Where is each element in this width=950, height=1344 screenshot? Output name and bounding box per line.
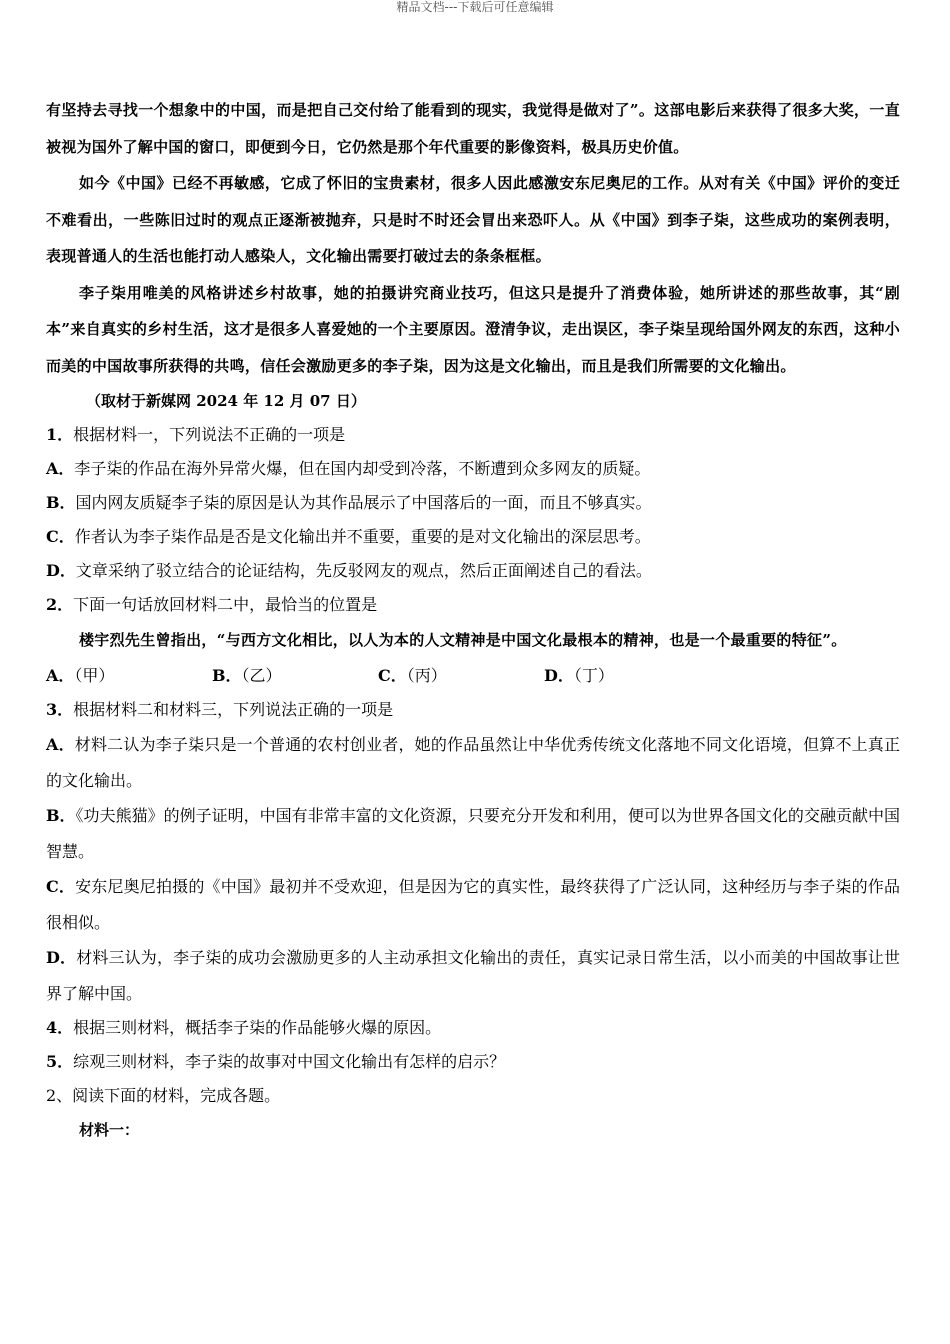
option-key: A． <box>46 735 75 754</box>
question-1-option-c <box>46 520 900 554</box>
question-3-stem <box>46 693 900 727</box>
question-2-choices <box>46 659 900 693</box>
question-2-quote: 楼宇烈先生曾指出，“与西方文化相比，以人为本的人文精神是中国文化最根本的精神，也是一个最重要的特征”。 <box>79 631 847 649</box>
option-text: （乙） <box>241 666 282 685</box>
option-key: C． <box>46 527 75 546</box>
option-text: 文章采纳了驳立结合的论证结构，先反驳网友的观点，然后正面阐述自己的看法。 <box>75 561 652 580</box>
question-number: 2． <box>46 595 74 614</box>
option-text: 安东尼奥尼拍摄的《中国》最初并不受欢迎，但是因为它的真实性，最终获得了广泛认同，这种经历与李子柒的作品很相似。 <box>46 877 900 932</box>
question-3-option-d <box>46 940 900 1011</box>
question-1-option-a <box>46 452 900 486</box>
option-key: C． <box>378 666 407 685</box>
question-2-option-a <box>46 659 212 693</box>
question-text: 根据三则材料，概括李子柒的作品能够火爆的原因。 <box>73 1018 442 1037</box>
option-text: （甲） <box>74 666 115 685</box>
question-text: 综观三则材料，李子柒的故事对中国文化输出有怎样的启示？ <box>73 1052 506 1071</box>
option-key: C． <box>46 877 76 896</box>
question-1-option-d <box>46 554 900 588</box>
question-number: 1． <box>46 425 74 444</box>
passage-paragraph-3: 李子柒用唯美的风格讲述乡村故事，她的拍摄讲究商业技巧，但这只是提升了消费体验，她所讲述的那些故事，其“剧本”来自真实的乡村生活，这才是很多人喜爱她的一个主要原因。澄清争议，走出误区，李子柒呈现给国外网友的东西，这种小而美的中国故事所获得的共鸣，信任会激励更多的李子柒，因为这是文化输出，而且是我们所需要的文化输出。 <box>46 283 900 375</box>
question-3-option-a <box>46 727 900 798</box>
document-body <box>46 92 900 1147</box>
option-key: B． <box>46 806 76 825</box>
passage-paragraph-2: 如今《中国》已经不再敏感，它成了怀旧的宝贵素材，很多人因此感激安东尼奥尼的工作。从对有关《中国》评价的变迁不难看出，一些陈旧过时的观点正逐渐被抛弃，只是时不时还会冒出来恐吓人。从《中国》到李子柒，这些成功的案例表明，表现普通人的生活也能打动人感染人，文化输出需要打破过去的条条框框。 <box>46 174 900 265</box>
option-key: B． <box>46 493 76 512</box>
question-number: 4． <box>46 1018 74 1037</box>
passage-source: （取材于新媒网 2024 年 12 月 07 日） <box>86 392 366 410</box>
option-text: （丙） <box>406 666 447 685</box>
option-text: 材料三认为，李子柒的成功会激励更多的人主动承担文化输出的责任，真实记录日常生活，以小而美的中国故事让世界了解中国。 <box>46 948 900 1003</box>
option-key: D． <box>46 948 77 967</box>
question-2-option-b <box>212 659 378 693</box>
question-3-option-b <box>46 798 900 869</box>
option-text: 国内网友质疑李子柒的原因是认为其作品展示了中国落后的一面，而且不够真实。 <box>75 493 652 512</box>
material-1-label: 材料一： <box>79 1121 140 1139</box>
option-text: 作者认为李子柒作品是否是文化输出并不重要，重要的是对文化输出的深层思考。 <box>74 527 651 546</box>
option-key: A． <box>46 459 75 478</box>
question-2-stem <box>46 588 900 622</box>
option-text: 《功夫熊猫》的例子证明，中国有非常丰富的文化资源，只要充分开发和利用，便可以为世界各国文化的交融贡献中国智慧。 <box>46 806 900 861</box>
section-2-title: 2、阅读下面的材料，完成各题。 <box>46 1086 281 1105</box>
option-key: A． <box>46 666 75 685</box>
option-text: （丁） <box>573 666 614 685</box>
option-text: 李子柒的作品在海外异常火爆，但在国内却受到冷落，不断遭到众多网友的质疑。 <box>74 459 651 478</box>
question-2-option-c <box>378 659 544 693</box>
question-3-option-c <box>46 869 900 940</box>
question-text: 下面一句话放回材料二中，最恰当的位置是 <box>73 595 378 614</box>
option-key: D． <box>46 561 76 580</box>
question-2-option-d <box>544 659 710 693</box>
question-4-stem <box>46 1011 900 1045</box>
option-key: D． <box>544 666 574 685</box>
question-number: 3． <box>46 700 74 719</box>
question-1-option-b <box>46 486 900 520</box>
passage-paragraph-1: 有坚持去寻找一个想象中的中国，而是把自己交付给了能看到的现实，我觉得是做对了”。这部电影后来获得了很多大奖，一直被视为国外了解中国的窗口，即便到今日，它仍然是那个年代重要的影像资料，极具历史价值。 <box>46 101 900 156</box>
option-text: 材料二认为李子柒只是一个普通的农村创业者，她的作品虽然让中华优秀传统文化落地不同文化语境，但算不上真正的文化输出。 <box>46 735 900 790</box>
option-key: B． <box>212 666 242 685</box>
question-5-stem <box>46 1045 900 1079</box>
question-number: 5． <box>46 1052 74 1071</box>
question-text: 根据材料一，下列说法不正确的一项是 <box>73 425 346 444</box>
question-1-stem <box>46 418 900 452</box>
page-header: 精品文档---下载后可任意编辑 <box>396 0 554 14</box>
question-text: 根据材料二和材料三，下列说法正确的一项是 <box>73 700 394 719</box>
